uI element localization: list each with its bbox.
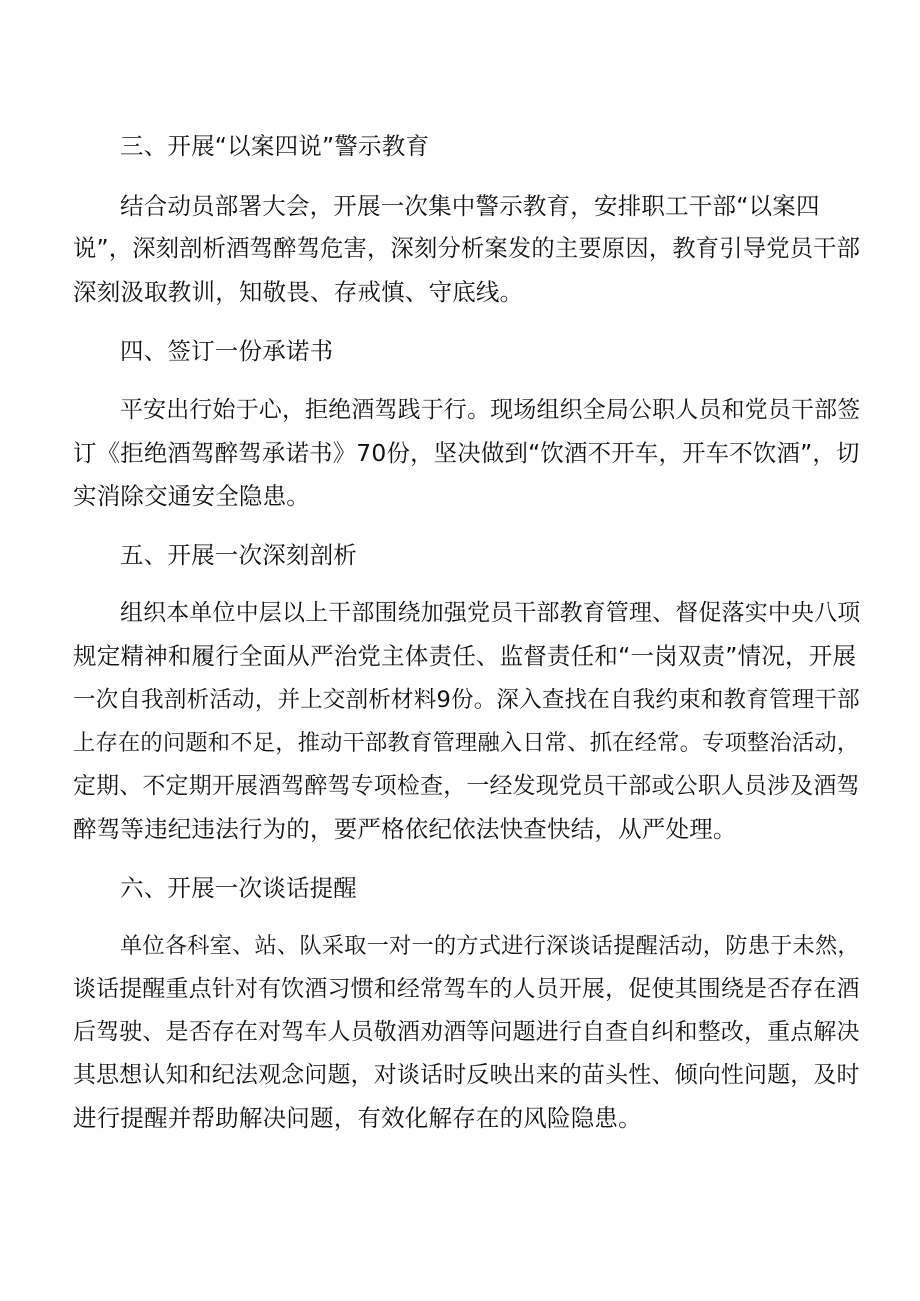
paragraph-line: 定期、不定期开展酒驾醉驾专项检查，一经发现党员干部或公职人员涉及酒驾 bbox=[73, 773, 860, 799]
paragraph-line: 谈话提醒重点针对有饮酒习惯和经常驾车的人员开展，促使其围绕是否存在酒 bbox=[73, 976, 860, 1002]
paragraph-line: 一次自我剖析活动，并上交剖析材料9份。深入查找在自我约束和教育管理干部 bbox=[73, 687, 860, 713]
section-heading: 四、签订一份承诺书 bbox=[120, 337, 334, 365]
paragraph-line: 后驾驶、是否存在对驾车人员敬酒劝酒等问题进行自查自纠和整改，重点解决 bbox=[73, 1019, 860, 1045]
paragraph-line: 平安出行始于心，拒绝酒驾践于行。现场组织全局公职人员和党员干部签 bbox=[120, 397, 861, 423]
paragraph-line: 订《拒绝酒驾醉驾承诺书》70份，坚决做到“饮酒不开车，开车不饮酒”，切 bbox=[73, 439, 860, 467]
paragraph-line: 说”，深刻剖析酒驾醉驾危害，深刻分析案发的主要原因，教育引导党员干部 bbox=[73, 235, 861, 262]
section-heading: 五、开展一次深刻剖析 bbox=[120, 541, 357, 569]
paragraph-line: 醉驾等违纪违法行为的，要严格依纪依法快查快结，从严处理。 bbox=[73, 815, 737, 843]
section-heading: 三、开展“以案四说”警示教育 bbox=[120, 132, 430, 160]
paragraph-line: 深刻汲取教训，知敬畏、存戒慎、守底线。 bbox=[73, 278, 524, 306]
paragraph-line: 上存在的问题和不足，推动干部教育管理融入日常、抓在经常。专项整治活动， bbox=[73, 730, 860, 756]
paragraph-line: 结合动员部署大会，开展一次集中警示教育，安排职工干部“以案四 bbox=[120, 192, 820, 220]
paragraph-line: 规定精神和履行全面从严治党主体责任、监督责任和“一岗双责”情况，开展 bbox=[73, 642, 857, 670]
paragraph-line: 其思想认知和纪法观念问题，对谈话时反映出来的苗头性、倾向性问题，及时 bbox=[73, 1062, 860, 1088]
paragraph-line: 实消除交通安全隐患。 bbox=[73, 482, 310, 510]
paragraph-line: 进行提醒并帮助解决问题，有效化解存在的风险隐患。 bbox=[73, 1104, 642, 1132]
paragraph-line: 组织本单位中层以上干部围绕加强党员干部教育管理、督促落实中央八项 bbox=[120, 600, 861, 626]
section-heading: 六、开展一次谈话提醒 bbox=[120, 874, 357, 902]
paragraph-line: 单位各科室、站、队采取一对一的方式进行深谈话提醒活动，防患于未然， bbox=[120, 933, 860, 959]
